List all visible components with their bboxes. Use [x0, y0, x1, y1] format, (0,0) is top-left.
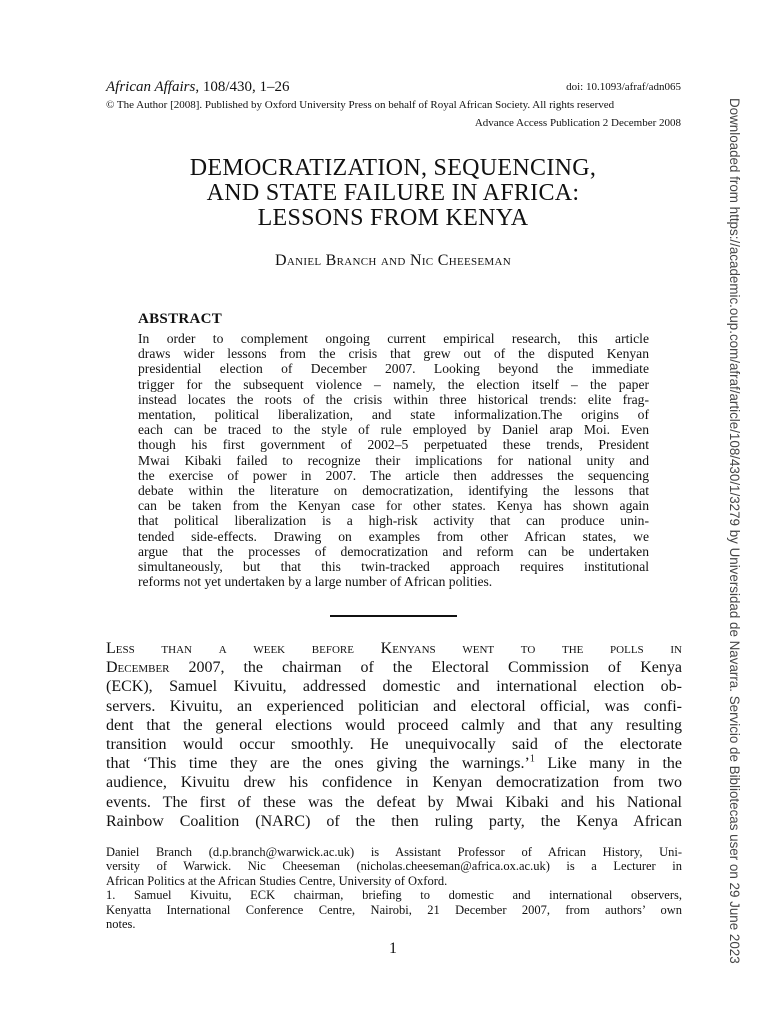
footnote-line: 1. Samuel Kivuitu, ECK chairman, briefing to domestic and international observers, — [106, 888, 682, 903]
body-line: transition would occur smoothly. He unequivocally said of the electorate — [106, 736, 682, 754]
advance-access-date: Advance Access Publication 2 December 2008 — [474, 117, 681, 129]
title-line: AND STATE FAILURE IN AFRICA: — [206, 180, 580, 206]
doi: doi: 10.1093/afraf/adn065 — [566, 81, 681, 93]
body-line: events. The first of these was the defeat by Mwai Kibaki and his National — [106, 793, 682, 811]
abstract-line: trigger for the subsequent violence – namely, the election itself – the paper — [138, 376, 649, 392]
journal-citation — [106, 79, 289, 96]
body-line — [106, 658, 682, 677]
body-line — [106, 754, 682, 773]
body-line — [106, 639, 682, 658]
body-line: dent that the general elections would proceed calmly and that any resulting — [106, 716, 682, 734]
journal-name: African Affairs — [106, 79, 196, 95]
footnote-line: African Politics at the African Studies Centre, University of Oxford. — [106, 873, 448, 888]
body-text-run: Like many in the — [534, 755, 683, 773]
abstract-line: can be taken from the Kenyan case for other states. Kenya has shown again — [138, 498, 649, 514]
footnotes — [106, 845, 682, 931]
body-text — [106, 639, 682, 831]
title-line: DEMOCRATIZATION, SEQUENCING, — [189, 155, 597, 181]
abstract-line: debate within the literature on democratization, identifying the lessons that — [138, 483, 649, 499]
footnote-line: Daniel Branch (d.p.branch@warwick.ac.uk) is Assistant Professor of African History, Uni- — [106, 845, 682, 859]
abstract-line: simultaneously, but that this twin-tracked approach requires institutional — [138, 559, 649, 575]
abstract-line: mentation, political liberalization, and state informalization.The origins of — [138, 407, 649, 423]
journal-issue: , 108/430, 1–26 — [195, 79, 290, 95]
abstract-line: the exercise of power in 2007. The article then addresses the sequencing — [138, 467, 649, 483]
download-notice: Downloaded from https://academic.oup.com/afraf/article/108/430/1/3279 by Universidad de Navarra. Servicio de Bibliotecas user on 29 June 2023 — [727, 98, 742, 964]
abstract-line: though his first government of 2002–5 perpetuated these trends, President — [138, 437, 649, 453]
footnote-line: Kenyatta International Conference Centre, Nairobi, 21 December 2007, from authors’ own — [106, 902, 682, 917]
article-title — [100, 156, 686, 231]
footnote-line: notes. — [106, 917, 136, 932]
body-text-run: 2007, the chairman of the Electoral Commission of Kenya — [169, 659, 682, 677]
body-line: (ECK), Samuel Kivuitu, addressed domestic and international election ob- — [106, 678, 682, 696]
abstract-line: each can be traced to the style of rule employed by Daniel arap Moi. Even — [138, 422, 649, 438]
abstract-line: In order to complement ongoing current empirical research, this article — [138, 331, 649, 346]
opening-small-caps: Less than a week before Kenyans went to the polls in — [106, 640, 682, 657]
footnote-reference[interactable]: 1 — [529, 753, 535, 765]
abstract-line: reforms not yet undertaken by a large number of African polities. — [138, 574, 493, 590]
abstract-line: draws wider lessons from the crisis that grew out of the disputed Kenyan — [138, 346, 649, 362]
body-text-run: that ‘This time they are the ones giving the warnings.’ — [106, 755, 530, 773]
download-notice-wrapper — [720, 98, 746, 964]
page-number: 1 — [389, 940, 397, 957]
abstract-line: argue that the processes of democratization and reform can be undertaken — [138, 543, 649, 559]
abstract-line: instead locates the roots of the crisis within three historical trends: elite frag- — [138, 391, 649, 407]
body-line: Rainbow Coalition (NARC) of the then ruling party, the Kenya African — [106, 812, 682, 830]
opening-month: December — [106, 659, 170, 677]
body-line: audience, Kivuitu drew his confidence in Kenyan democratization from two — [106, 774, 682, 792]
abstract-line: Mwai Kibaki failed to recognize their implications for national unity and — [138, 452, 649, 468]
abstract-text — [138, 331, 649, 589]
copyright-notice: © The Author [2008]. Published by Oxford University Press on behalf of Royal African Society. All rights reserved — [106, 99, 615, 111]
section-divider — [330, 615, 457, 617]
abstract-heading: ABSTRACT — [138, 311, 223, 327]
footnote-line: versity of Warwick. Nic Cheeseman (nicholas.cheeseman@africa.ox.ac.uk) is a Lecturer in — [106, 859, 682, 874]
title-line: LESSONS FROM KENYA — [257, 205, 529, 231]
authors: Daniel Branch and Nic Cheeseman — [275, 252, 511, 269]
abstract-line: tended side-effects. Drawing on examples from other African states, we — [138, 528, 649, 544]
body-line: servers. Kivuitu, an experienced politician and electoral official, was confi- — [106, 697, 682, 715]
abstract-line: that political liberalization is a high-risk activity that can produce unin- — [138, 513, 649, 529]
abstract-line: presidential election of December 2007. Looking beyond the immediate — [138, 361, 649, 377]
